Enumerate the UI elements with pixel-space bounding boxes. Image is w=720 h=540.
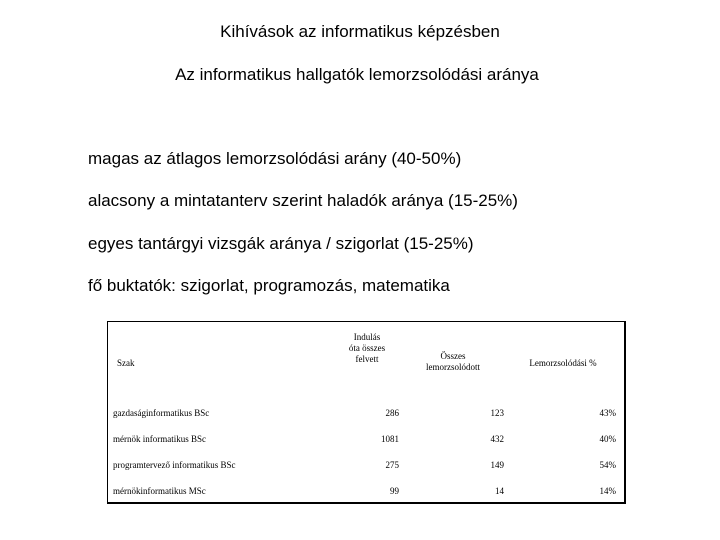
header-osszes: Összes lemorzsolódott (426, 351, 480, 372)
row-pct: 54% (599, 460, 616, 470)
row-osszes: 14 (495, 486, 504, 496)
slide-title: Kihívások az informatikus képzésben (220, 22, 500, 41)
bullet-item: egyes tantárgyi vizsgák aránya / szigorlat (15-25%) (88, 234, 474, 253)
row-szak: mérnök informatikus BSc (113, 434, 206, 444)
row-indulas: 286 (385, 408, 399, 418)
row-osszes: 149 (490, 460, 504, 470)
row-indulas: 1081 (381, 434, 399, 444)
row-pct: 40% (599, 434, 616, 444)
dropout-table (107, 321, 626, 504)
bullet-item: fő buktatók: szigorlat, programozás, matematika (88, 276, 450, 295)
row-pct: 43% (599, 408, 616, 418)
header-pct: Lemorzsolódási % (529, 358, 597, 368)
row-pct: 14% (599, 486, 616, 496)
bullet-item: magas az átlagos lemorzsolódási arány (40-50%) (88, 149, 462, 168)
row-indulas: 275 (385, 460, 399, 470)
row-szak: gazdaságinformatikus BSc (113, 408, 210, 418)
row-szak: mérnökinformatikus MSc (113, 486, 206, 496)
header-szak: Szak (117, 358, 135, 368)
row-szak: programtervező informatikus BSc (113, 460, 236, 470)
header-indulas: Indulás óta összes felvett (348, 332, 386, 364)
bullet-item: alacsony a mintatanterv szerint haladók aránya (15-25%) (88, 191, 518, 210)
row-osszes: 432 (490, 434, 504, 444)
row-osszes: 123 (490, 408, 504, 418)
row-indulas: 99 (390, 486, 399, 496)
slide-subtitle: Az informatikus hallgatók lemorzsolódási aránya (175, 65, 539, 84)
